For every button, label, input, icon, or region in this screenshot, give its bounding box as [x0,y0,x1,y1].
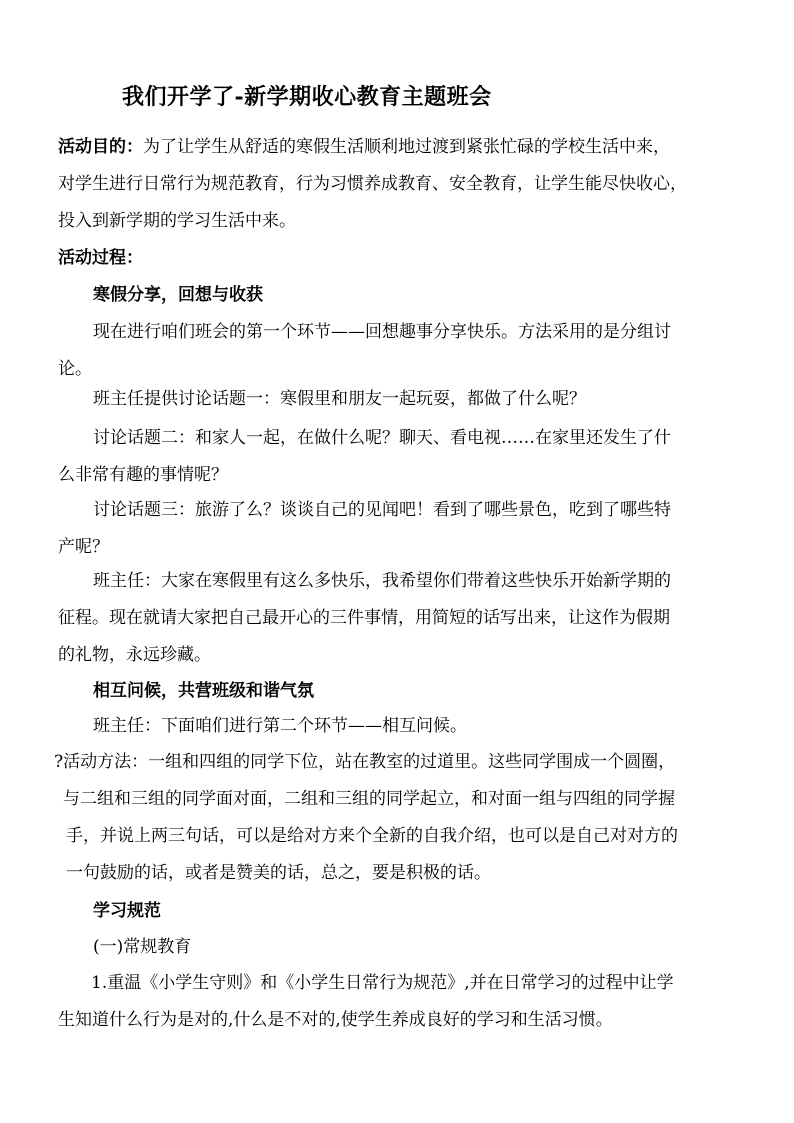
section1-p5-line-2: 征程。现在就请大家把自己最开心的三件事情，用简短的话写出来，让这作为假期 [58,608,670,628]
section1-p2-line-1: 班主任提供讨论话题一：寒假里和朋友一起玩耍，都做了什么呢？ [93,389,586,409]
purpose-text-line-2: 对学生进行日常行为规范教育，行为习惯养成教育、安全教育，让学生能尽快收心， [58,174,687,194]
section1-p3-line-1: 讨论话题二：和家人一起，在做什么呢？聊天、看电视……在家里还发生了什 [93,428,671,448]
purpose-label: 活动目的： [58,137,143,157]
section2-paragraph-2 [54,744,738,892]
process-label: 活动过程： [58,248,143,268]
purpose-paragraph [58,129,742,240]
section1-p4-line-2: 产呢？ [58,537,109,557]
purpose-text-line-3: 投入到新学期的学习生活中来。 [58,211,296,231]
section1-p4-line-1: 讨论话题三：旅游了么？谈谈自己的见闻吧！看到了哪些景色，吃到了哪些特 [93,500,671,520]
section2-heading: 相互问候，共营班级和谐气氛 [93,681,314,701]
section3-paragraph-1 [58,965,742,1039]
section1-paragraph-3 [58,420,742,494]
section2-p2-line-4: 一句鼓励的话，或者是赞美的话，总之，要是积极的话。 [66,863,491,883]
section2-p1-line-1: 班主任：下面咱们进行第二个环节——相互问候。 [93,716,467,736]
section2-paragraph-1 [58,708,742,745]
section1-paragraph-5 [58,563,742,674]
section1-p5-line-3: 的礼物，永远珍藏。 [58,645,211,665]
section1-paragraph-2 [58,381,742,418]
page-title: 我们开学了-新学期收心教育主题班会 [122,84,492,110]
section1-heading: 寒假分享，回想与收获 [93,285,263,305]
section1-p5-line-1: 班主任：大家在寒假里有这么多快乐，我希望你们带着这些快乐开始新学期的 [93,571,671,591]
section2-p2-line-3: 手，并说上两三句话，可以是给对方来个全新的自我介绍，也可以是自己对对方的 [66,826,678,846]
section2-p2-line-2: 与二组和三组的同学面对面，二组和三组的同学起立，和对面一组与四组的同学握 [63,789,675,809]
section3-p1-line-2: 生知道什么行为是对的,什么是不对的,使学生养成良好的学习和生活习惯。 [58,1010,613,1030]
section3-p1-line-1: 1.重温《小学生守则》和《小学生日常行为规范》,并在日常学习的过程中让学 [91,973,674,993]
section3-heading: 学习规范 [93,901,161,921]
section2-p2-line-1: ?活动方法：一组和四组的同学下位，站在教室的过道里。这些同学围成一个圆圈， [54,752,676,772]
purpose-text-line-1: 为了让学生从舒适的寒假生活顺利地过渡到紧张忙碌的学校生活中来， [143,137,670,157]
section1-paragraph-1 [58,314,742,388]
section1-paragraph-4 [58,492,742,566]
section1-p1-line-1: 现在进行咱们班会的第一个环节——回想趣事分享快乐。方法采用的是分组讨 [93,322,671,342]
section1-p1-line-2: 论。 [58,359,92,379]
section3-subheading: (一)常规教育 [93,937,192,957]
section1-p3-line-2: 么非常有趣的事情呢？ [58,465,228,485]
